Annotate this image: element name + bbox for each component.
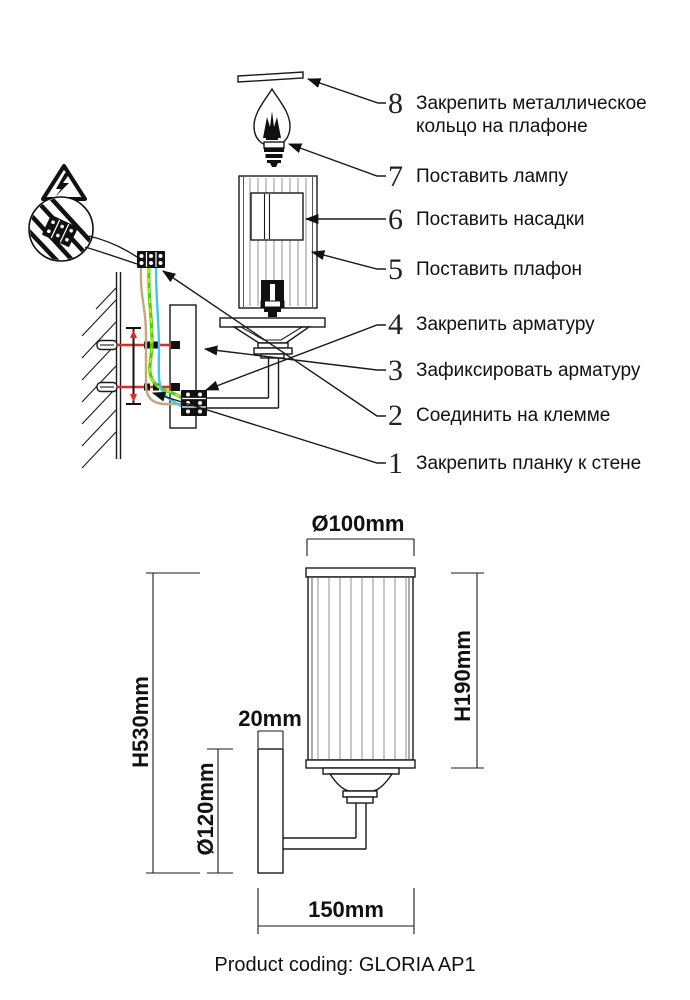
wall-hatching <box>82 272 121 468</box>
step-3 <box>388 354 680 388</box>
step-label: Закрепить планку к стене <box>416 453 642 474</box>
step-7 <box>388 160 680 194</box>
dim-backplate-height: Ø120mm <box>193 762 218 856</box>
dim-overall-height: H530mm <box>128 676 153 768</box>
step-number: 7 <box>388 160 403 193</box>
leader-step-3 <box>205 349 386 370</box>
dim-backplate-depth: 20mm <box>238 706 302 731</box>
electric-warning-icon <box>43 166 85 199</box>
lamp-arm <box>206 357 279 408</box>
leader-step-7 <box>289 144 386 176</box>
step-label: Поставить лампу <box>416 166 568 187</box>
step-label: Поставить насадки <box>416 209 585 230</box>
bulb <box>254 89 290 167</box>
step-number: 6 <box>388 203 403 236</box>
dim-shade-height: H190mm <box>450 630 475 722</box>
mounting-screw-top <box>97 341 180 350</box>
lamp-socket <box>261 280 284 317</box>
fixture-base <box>220 318 325 358</box>
step-number: 3 <box>388 354 403 387</box>
step-label: Закрепить арматуру <box>416 314 595 335</box>
step-number: 1 <box>388 447 403 480</box>
step-number: 8 <box>388 87 403 120</box>
leader-step-8 <box>308 79 386 103</box>
top-terminal-block <box>137 251 165 268</box>
step-4 <box>388 308 680 342</box>
dimension-drawing <box>146 539 484 934</box>
terminal-detail-callout <box>26 197 137 266</box>
step-number: 5 <box>388 253 403 286</box>
leader-step-5 <box>312 252 386 269</box>
step-label: Зафиксировать арматуру <box>416 360 641 381</box>
step-5 <box>388 253 680 287</box>
shade-insert <box>251 193 303 240</box>
metal-ring <box>238 72 303 82</box>
step-8 <box>388 87 680 138</box>
screw-spacing-gauge <box>126 328 141 404</box>
step-label: Соединить на клемме <box>416 405 611 426</box>
step-2 <box>388 399 680 433</box>
step-label: Поставить плафон <box>416 259 582 280</box>
dim-shade-diameter: Ø100mm <box>311 511 405 536</box>
dim-arm-projection: 150mm <box>308 897 384 922</box>
step-1 <box>388 447 680 481</box>
product-coding: Product coding: GLORIA AP1 <box>214 954 476 976</box>
step-number: 4 <box>388 308 403 341</box>
step-label: Закрепить металлическое кольцо на плафоне <box>416 93 647 137</box>
step-number: 2 <box>388 399 403 432</box>
step-6 <box>388 203 680 237</box>
